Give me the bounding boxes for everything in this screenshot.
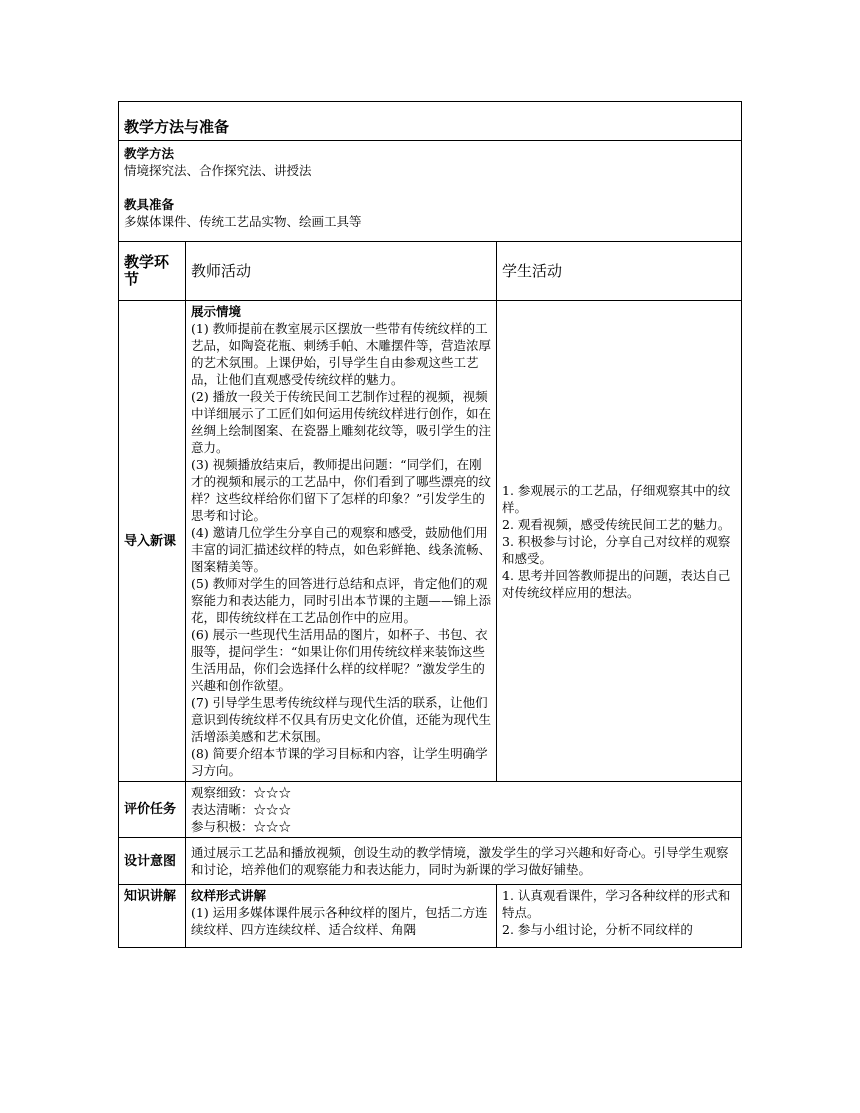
intro-teacher-item: (6) 展示一些现代生活用品的图片，如杯子、书包、衣服等，提问学生：“如果让你们用传统纹样来装饰这些生活用品，你们会选择什么样的纹样呢？”激发学生的兴趣和创作欲望。 <box>191 627 488 693</box>
intro-title: 展示情境 <box>191 304 242 319</box>
tools-text: 多媒体课件、传统工艺品实物、绘画工具等 <box>124 214 362 229</box>
intro-teacher-item: (1) 教师提前在教室展示区摆放一些带有传统纹样的工艺品，如陶瓷花瓶、刺绣手帕、木雕摆件等，营造浓厚的艺术氛围。上课伊始，引导学生自由参观这些工艺品，让他们直观感受传统纹样的魅力。 <box>191 321 492 387</box>
knowledge-row <box>119 885 742 948</box>
knowledge-title: 纹样形式讲解 <box>191 888 267 903</box>
evaluation-item: 表达清晰：☆☆☆ <box>191 802 292 817</box>
lesson-plan-table <box>118 101 742 948</box>
evaluation-row <box>119 782 742 838</box>
document-page <box>118 101 741 948</box>
intro-student-item: 3. 积极参与讨论，分享自己对纹样的观察和感受。 <box>502 533 731 566</box>
knowledge-teacher-item: (1) 运用多媒体课件展示各种纹样的图片，包括二方连续纹样、四方连续纹样、适合纹样、角隅 <box>191 905 488 937</box>
section-title-row <box>119 102 742 141</box>
knowledge-stage: 知识讲解 <box>124 889 177 904</box>
intro-row <box>119 301 742 782</box>
intro-student-item: 2. 观看视频，感受传统民间工艺的魅力。 <box>502 516 731 532</box>
header-teacher: 教师活动 <box>191 261 252 280</box>
intro-student-item: 4. 思考并回答教师提出的问题，表达自己对传统纹样应用的想法。 <box>502 567 731 600</box>
table-header-row <box>119 242 742 301</box>
intro-stage: 导入新课 <box>124 533 177 549</box>
design-stage: 设计意图 <box>124 853 177 869</box>
intro-teacher-item: (4) 邀请几位学生分享自己的观察和感受，鼓励他们用丰富的词汇描述纹样的特点，如色彩鲜艳、线条流畅、图案精美等。 <box>191 525 492 574</box>
intro-student-item: 1. 参观展示的工艺品，仔细观察其中的纹样。 <box>502 482 731 515</box>
header-stage: 教学环节 <box>124 253 170 288</box>
intro-teacher-item: (3) 视频播放结束后，教师提出问题：“同学们，在刚才的视频和展示的工艺品中，你们看到了哪些漂亮的纹样？这些纹样给你们留下了怎样的印象？”引发学生的思考和讨论。 <box>191 457 492 523</box>
evaluation-item: 观察细致：☆☆☆ <box>191 785 292 800</box>
knowledge-student-item: 2. 参与小组讨论，分析不同纹样的 <box>502 922 693 937</box>
intro-teacher-item: (2) 播放一段关于传统民间工艺制作过程的视频，视频中详细展示了工匠们如何运用传统纹样进行创作，如在丝绸上绘制图案、在瓷器上雕刻花纹等，吸引学生的注意力。 <box>191 389 492 455</box>
evaluation-stage: 评价任务 <box>124 802 177 817</box>
intro-teacher-item: (7) 引导学生思考传统纹样与现代生活的联系，让他们意识到传统纹样不仅具有历史文化价值，还能为现代生活增添美感和艺术氛围。 <box>191 695 492 744</box>
section-title: 教学方法与准备 <box>124 118 230 136</box>
methods-row <box>119 141 742 242</box>
design-text: 通过展示工艺品和播放视频，创设生动的教学情境，激发学生的学习兴趣和好奇心。引导学生观察和讨论，培养他们的观察能力和表达能力，同时为新课的学习做好铺垫。 <box>191 845 729 877</box>
design-row <box>119 838 742 885</box>
evaluation-item: 参与积极：☆☆☆ <box>191 819 292 834</box>
intro-teacher-item: (8) 简要介绍本节课的学习目标和内容，让学生明确学习方向。 <box>191 746 488 778</box>
knowledge-student-item: 1. 认真观看课件，学习各种纹样的形式和特点。 <box>502 888 731 920</box>
header-student: 学生活动 <box>502 261 563 280</box>
tools-label: 教具准备 <box>124 197 175 212</box>
methods-label: 教学方法 <box>124 146 175 161</box>
methods-text: 情境探究法、合作探究法、讲授法 <box>124 163 312 178</box>
intro-teacher-item: (5) 教师对学生的回答进行总结和点评，肯定他们的观察能力和表达能力，同时引出本节课的主题——锦上添花，即传统纹样在工艺品创作中的应用。 <box>191 576 492 625</box>
